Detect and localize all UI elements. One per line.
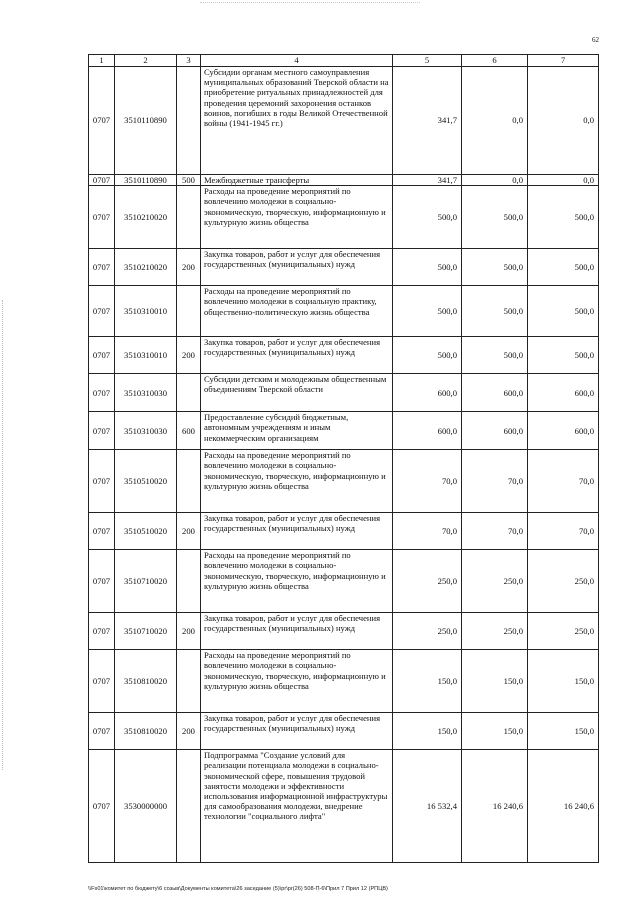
amount-year2-cell: 250,0: [462, 550, 528, 613]
target-article-cell: 3510510020: [115, 513, 177, 550]
description-cell: Подпрограмма "Создание условий для реализации потенциала молодежи в социально-экономической сфере, повышения трудовой занятости молодежи и эффективности использования информационной инфраструктуры для самообразования молодежи, внедрение технологии "социального лифта": [201, 750, 393, 863]
header-cell: 5: [393, 55, 462, 67]
description-cell: Расходы на проведение мероприятий по вовлечению молодежи в социальную практику, общественно-политическую жизнь общества: [201, 286, 393, 337]
amount-year1-cell: 16 532,4: [393, 750, 462, 863]
amount-year2-cell: 150,0: [462, 650, 528, 713]
amount-year2-cell: 16 240,6: [462, 750, 528, 863]
amount-year1-cell: 600,0: [393, 412, 462, 450]
target-article-cell: 3510710020: [115, 550, 177, 613]
description-cell: Расходы на проведение мероприятий по вовлечению молодежи в социально-экономическую, творческую, информационную и культурную жизнь общества: [201, 450, 393, 513]
scan-top-marks: [200, 2, 420, 4]
description-cell: Межбюджетные трансферты: [201, 175, 393, 186]
description-cell: Предоставление субсидий бюджетным, автономным учреждениям и иным некоммерческим организациям: [201, 412, 393, 450]
code-cell: 0707: [89, 750, 115, 863]
expense-type-cell: 200: [177, 713, 201, 750]
amount-year3-cell: 0,0: [528, 67, 599, 175]
expense-type-cell: [177, 286, 201, 337]
amount-year2-cell: 70,0: [462, 513, 528, 550]
target-article-cell: 3510210020: [115, 249, 177, 286]
table-row: [89, 750, 599, 863]
table-row: [89, 374, 599, 412]
amount-year1-cell: 250,0: [393, 550, 462, 613]
expense-type-cell: [177, 67, 201, 175]
amount-year1-cell: 341,7: [393, 175, 462, 186]
target-article-cell: 3510210020: [115, 186, 177, 249]
header-cell: 3: [177, 55, 201, 67]
amount-year1-cell: 70,0: [393, 513, 462, 550]
table-header-row: [89, 55, 599, 67]
table-row: [89, 713, 599, 750]
amount-year2-cell: 70,0: [462, 450, 528, 513]
page-number: 62: [592, 36, 599, 44]
table-row: [89, 513, 599, 550]
code-cell: 0707: [89, 513, 115, 550]
amount-year1-cell: 250,0: [393, 613, 462, 650]
amount-year3-cell: 600,0: [528, 374, 599, 412]
expense-type-cell: 200: [177, 513, 201, 550]
table-row: [89, 613, 599, 650]
amount-year1-cell: 150,0: [393, 650, 462, 713]
amount-year1-cell: 150,0: [393, 713, 462, 750]
amount-year3-cell: 600,0: [528, 412, 599, 450]
description-cell: Закупка товаров, работ и услуг для обеспечения государственных (муниципальных) нужд: [201, 249, 393, 286]
amount-year3-cell: 250,0: [528, 613, 599, 650]
amount-year2-cell: 0,0: [462, 175, 528, 186]
scan-margin-marks: [2, 300, 7, 770]
table-row: [89, 249, 599, 286]
code-cell: 0707: [89, 613, 115, 650]
description-cell: Расходы на проведение мероприятий по вовлечению молодежи в социально-экономическую, творческую, информационную и культурную жизнь общества: [201, 550, 393, 613]
expense-type-cell: [177, 750, 201, 863]
amount-year2-cell: 150,0: [462, 713, 528, 750]
code-cell: 0707: [89, 186, 115, 249]
amount-year1-cell: 500,0: [393, 186, 462, 249]
table-row: [89, 550, 599, 613]
header-cell: 7: [528, 55, 599, 67]
amount-year2-cell: 500,0: [462, 286, 528, 337]
code-cell: 0707: [89, 374, 115, 412]
description-cell: Расходы на проведение мероприятий по вовлечению молодежи в социально-экономическую, творческую, информационную и культурную жизнь общества: [201, 650, 393, 713]
amount-year3-cell: 70,0: [528, 513, 599, 550]
target-article-cell: 3510510020: [115, 450, 177, 513]
amount-year3-cell: 250,0: [528, 550, 599, 613]
target-article-cell: 3510310010: [115, 286, 177, 337]
table-row: [89, 450, 599, 513]
target-article-cell: 3510310010: [115, 337, 177, 374]
target-article-cell: 3510810020: [115, 713, 177, 750]
expense-type-cell: 200: [177, 613, 201, 650]
code-cell: 0707: [89, 67, 115, 175]
target-article-cell: 3510310030: [115, 374, 177, 412]
table-row: [89, 412, 599, 450]
expense-type-cell: [177, 550, 201, 613]
expense-type-cell: 500: [177, 175, 201, 186]
amount-year2-cell: 600,0: [462, 412, 528, 450]
amount-year2-cell: 0,0: [462, 67, 528, 175]
budget-table: [88, 54, 599, 863]
amount-year3-cell: 500,0: [528, 286, 599, 337]
table-row: [89, 186, 599, 249]
target-article-cell: 3510810020: [115, 650, 177, 713]
expense-type-cell: [177, 650, 201, 713]
header-cell: 6: [462, 55, 528, 67]
amount-year2-cell: 600,0: [462, 374, 528, 412]
header-cell: 2: [115, 55, 177, 67]
target-article-cell: 3510110890: [115, 175, 177, 186]
amount-year3-cell: 150,0: [528, 650, 599, 713]
target-article-cell: 3530000000: [115, 750, 177, 863]
expense-type-cell: [177, 374, 201, 412]
amount-year1-cell: 500,0: [393, 337, 462, 374]
amount-year3-cell: 500,0: [528, 186, 599, 249]
expense-type-cell: 200: [177, 337, 201, 374]
amount-year3-cell: 150,0: [528, 713, 599, 750]
description-cell: Закупка товаров, работ и услуг для обеспечения государственных (муниципальных) нужд: [201, 613, 393, 650]
table-row: [89, 175, 599, 186]
code-cell: 0707: [89, 412, 115, 450]
code-cell: 0707: [89, 249, 115, 286]
amount-year1-cell: 600,0: [393, 374, 462, 412]
code-cell: 0707: [89, 337, 115, 374]
description-cell: Субсидии детским и молодежным общественным объединениям Тверской области: [201, 374, 393, 412]
code-cell: 0707: [89, 175, 115, 186]
header-cell: 1: [89, 55, 115, 67]
amount-year3-cell: 16 240,6: [528, 750, 599, 863]
amount-year1-cell: 70,0: [393, 450, 462, 513]
amount-year2-cell: 500,0: [462, 186, 528, 249]
expense-type-cell: 200: [177, 249, 201, 286]
code-cell: 0707: [89, 713, 115, 750]
description-cell: Расходы на проведение мероприятий по вовлечению молодежи в социально-экономическую, творческую, информационную и культурную жизнь общества: [201, 186, 393, 249]
table-row: [89, 286, 599, 337]
description-cell: Закупка товаров, работ и услуг для обеспечения государственных (муниципальных) нужд: [201, 513, 393, 550]
amount-year3-cell: 70,0: [528, 450, 599, 513]
code-cell: 0707: [89, 286, 115, 337]
expense-type-cell: [177, 450, 201, 513]
amount-year3-cell: 0,0: [528, 175, 599, 186]
target-article-cell: 3510710020: [115, 613, 177, 650]
table-row: [89, 67, 599, 175]
amount-year2-cell: 250,0: [462, 613, 528, 650]
target-article-cell: 3510110890: [115, 67, 177, 175]
expense-type-cell: 600: [177, 412, 201, 450]
amount-year1-cell: 341,7: [393, 67, 462, 175]
header-cell: 4: [201, 55, 393, 67]
expense-type-cell: [177, 186, 201, 249]
amount-year3-cell: 500,0: [528, 249, 599, 286]
amount-year2-cell: 500,0: [462, 249, 528, 286]
description-cell: Закупка товаров, работ и услуг для обеспечения государственных (муниципальных) нужд: [201, 337, 393, 374]
amount-year2-cell: 500,0: [462, 337, 528, 374]
table-row: [89, 650, 599, 713]
description-cell: Закупка товаров, работ и услуг для обеспечения государственных (муниципальных) нужд: [201, 713, 393, 750]
table-row: [89, 337, 599, 374]
code-cell: 0707: [89, 650, 115, 713]
code-cell: 0707: [89, 550, 115, 613]
code-cell: 0707: [89, 450, 115, 513]
file-path-footer: \\Fs01\комитет по бюджету\6 созыв\Документы комитета\26 заседание (5)\pr\pr(26) 508-П-6\Прил 7 Прил 12 (РПЦВ): [88, 886, 388, 892]
amount-year3-cell: 500,0: [528, 337, 599, 374]
target-article-cell: 3510310030: [115, 412, 177, 450]
amount-year1-cell: 500,0: [393, 286, 462, 337]
amount-year1-cell: 500,0: [393, 249, 462, 286]
description-cell: Субсидии органам местного самоуправления муниципальных образований Тверской области на приобретение ритуальных принадлежностей для проведения церемоний захоронения останков воинов, погибших в годы Великой Отечественной войны (1941-1945 гг.): [201, 67, 393, 175]
